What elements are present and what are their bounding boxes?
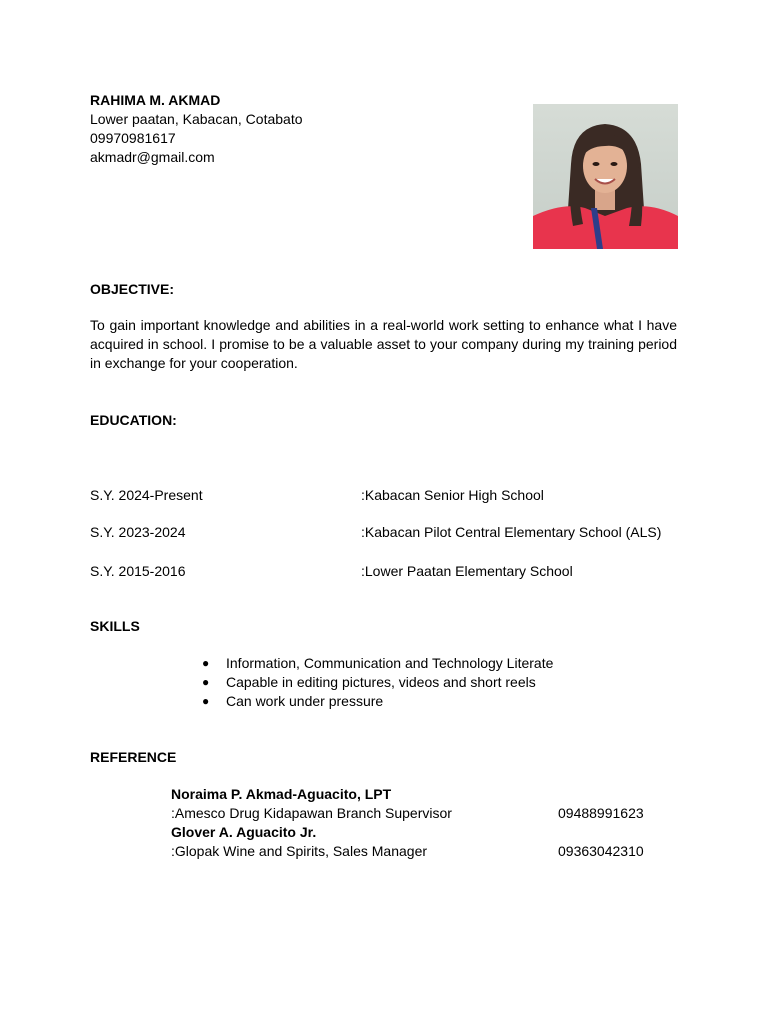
reference-position: :Glopak Wine and Spirits, Sales Manager <box>171 843 428 859</box>
skill-text: Capable in editing pictures, videos and short reels <box>226 674 536 690</box>
reference-heading: REFERENCE <box>90 749 177 765</box>
education-row <box>90 486 690 505</box>
skills-heading: SKILLS <box>90 618 140 634</box>
objective-heading: OBJECTIVE: <box>90 281 175 297</box>
skills-list <box>200 654 553 711</box>
applicant-photo <box>533 104 678 249</box>
applicant-name: RAHIMA M. AKMAD <box>90 92 221 108</box>
education-school: :Kabacan Pilot Central Elementary School (ALS) <box>361 524 662 540</box>
applicant-phone: 09970981617 <box>90 130 176 146</box>
education-year: S.Y. 2023-2024 <box>90 524 186 540</box>
skill-text: Can work under pressure <box>226 693 384 709</box>
reference-name: Glover A. Aguacito Jr. <box>171 824 317 840</box>
reference-name: Noraima P. Akmad-Aguacito, LPT <box>171 786 392 802</box>
reference-phone: 09363042310 <box>558 843 644 859</box>
reference-list <box>171 785 651 861</box>
bullet-icon: ● <box>202 675 210 689</box>
list-item <box>200 692 553 711</box>
reference-detail <box>171 804 651 823</box>
education-row <box>90 562 690 581</box>
portrait-image <box>533 104 678 249</box>
education-heading: EDUCATION: <box>90 412 177 428</box>
bullet-icon: ● <box>202 656 210 670</box>
education-school: :Kabacan Senior High School <box>361 487 544 503</box>
applicant-address: Lower paatan, Kabacan, Cotabato <box>90 111 303 127</box>
list-item <box>200 654 553 673</box>
education-year: S.Y. 2024-Present <box>90 487 203 503</box>
education-school: :Lower Paatan Elementary School <box>361 563 573 579</box>
bullet-icon: ● <box>202 694 210 708</box>
reference-position: :Amesco Drug Kidapawan Branch Supervisor <box>171 805 452 821</box>
contact-header <box>90 91 303 167</box>
education-row <box>90 523 690 542</box>
skill-text: Information, Communication and Technology Literate <box>226 655 554 671</box>
objective-paragraph: To gain important knowledge and abilities in a real-world work setting to enhance what I have acquired in school. I promise to be a valuable asset to your company during my training period in exchange for your cooperation. <box>90 317 677 371</box>
reference-phone: 09488991623 <box>558 805 644 821</box>
applicant-email: akmadr@gmail.com <box>90 149 215 165</box>
list-item <box>200 673 553 692</box>
education-year: S.Y. 2015-2016 <box>90 563 186 579</box>
reference-detail <box>171 842 651 861</box>
